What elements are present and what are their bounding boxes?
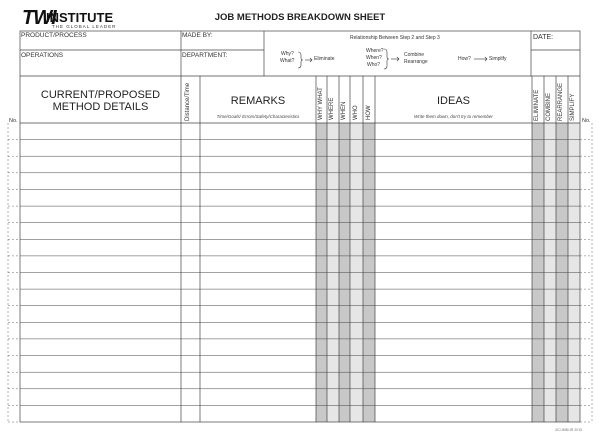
rel-simplify: Simplify <box>489 56 507 62</box>
rel-why: Why? <box>281 51 294 57</box>
who-header: WHO <box>353 105 359 120</box>
row-lines <box>20 140 580 406</box>
rearrange-header: REARRANGE <box>558 82 564 121</box>
operations-label: OPERATIONS <box>21 52 64 59</box>
method-details-line1: CURRENT/PROPOSED <box>40 89 161 101</box>
simplify-header: SIMPLIFY <box>570 93 576 121</box>
date-label: DATE: <box>533 34 554 41</box>
rel-when: When? <box>366 55 382 61</box>
rel-where: Where? <box>366 48 384 54</box>
when-header: WHEN <box>341 101 347 120</box>
ideas-header: IDEAS <box>436 95 470 107</box>
sheet-title: JOB METHODS BREAKDOWN SHEET <box>214 12 386 23</box>
no-right-label: No. <box>582 118 591 124</box>
rel-eliminate: Eliminate <box>314 56 335 62</box>
method-details-line2: METHOD DETAILS <box>52 101 149 113</box>
eliminate-header: ELIMINATE <box>534 89 540 121</box>
logo-institute: INSTITUTE <box>46 10 114 25</box>
product-process-label: PRODUCT/PROCESS <box>21 32 87 39</box>
rel-combine: Combine <box>404 52 425 58</box>
department-label: DEPARTMENT: <box>182 52 228 59</box>
method-details-header <box>20 89 181 113</box>
rel-who: Who? <box>367 62 381 68</box>
no-left-label: No. <box>9 118 18 124</box>
relationship-title: Relationship Between Step 2 and Step 3 <box>350 35 440 41</box>
combine-header: COMBINE <box>546 92 552 121</box>
rel-rearrange: Rearrange <box>404 59 428 65</box>
ideas-subheader: Write them down, don't try to remember <box>414 114 493 119</box>
document-id: JIC/JMB/JR 2015 <box>554 428 582 432</box>
where-header: WHERE <box>329 97 335 120</box>
how-header: HOW <box>366 105 372 120</box>
rel-how: How? <box>458 56 471 62</box>
made-by-label: MADE BY: <box>182 32 213 39</box>
logo-tagline: THE GLOBAL LEADER <box>52 24 117 29</box>
remarks-header: REMARKS <box>230 95 286 107</box>
distance-time-header: Distance/Time <box>185 82 191 121</box>
why-what-header: WHY WHAT <box>318 87 324 120</box>
remarks-subheader: Time/Goals/ Errors/Safety/Characteristics <box>216 114 300 119</box>
logo-mark: TWI <box>22 7 56 29</box>
rel-what: What? <box>280 58 295 64</box>
